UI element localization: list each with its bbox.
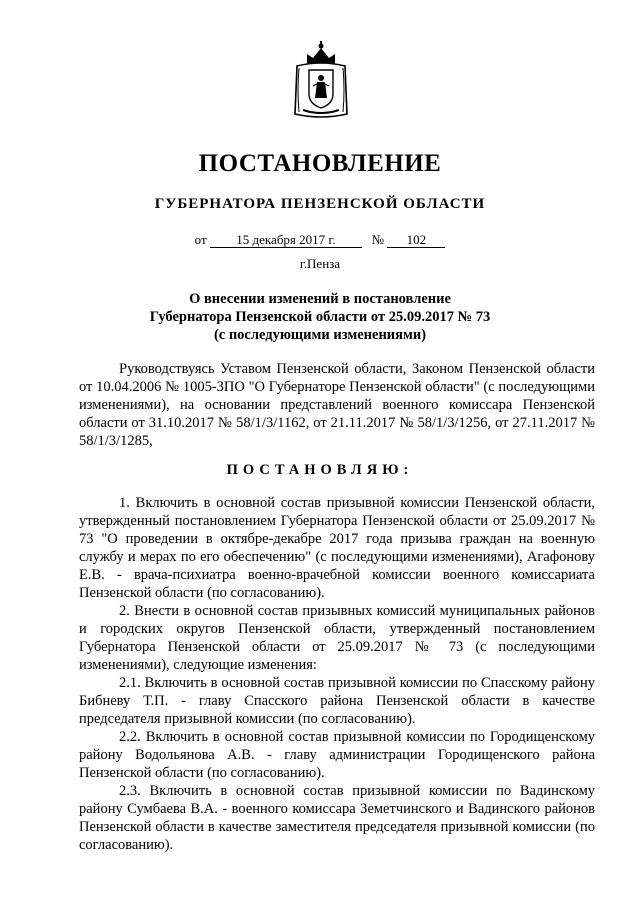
date-prefix: от [194,232,207,247]
document-number: 102 [387,232,445,248]
heading-line: О внесении изменений в постановление [189,291,451,307]
document-title: ПОСТАНОВЛЕНИЕ [198,150,442,177]
heading-line: (с последующими изменениями) [213,327,427,343]
document-subtitle: ГУБЕРНАТОРА ПЕНЗЕНСКОЙ ОБЛАСТИ [154,196,486,212]
document-date: 15 декабря 2017 г. [210,232,362,248]
resolution-item: 2.1. Включить в основной состав призывной комиссии по Спасскому району Бибневу Т.П. - главу Спасского района Пензенской области в качестве председателя призывной комиссии (по согласованию). [79,675,595,727]
resolution-item: 2.3. Включить в основной состав призывной комиссии по Вадинскому району Сумбаева В.А. - военного комиссара Земетчинского и Вадинского районов Пензенской области в качестве заместителя председателя призывной комиссии (по согласованию). [79,783,595,853]
number-prefix: № [371,232,385,247]
preamble [79,360,595,450]
resolution-item: 1. Включить в основной состав призывной комиссии Пензенской области, утвержденный постановлением Губернатора Пензенской области от 25.09.2017 № 73 "О проведении в октябре-декабре 2017 года призыва граждан на военную службу и мерах по его обеспечению" (с последующими изменениями), Агафонову Е.В. - врача-психиатра военно-врачебной комиссии военного комиссариата Пензенской области (по согласованию). [79,495,595,601]
date-number-line [0,232,640,248]
preamble-paragraph: Руководствуясь Уставом Пензенской области, Законом Пензенской области от 10.04.2006 № 1005-ЗПО "О Губернаторе Пензенской области" (с последующими изменениями), на основании представлений военного комиссара Пензенской области от 31.10.2017 № 58/1/3/1162, от 21.11.2017 № 58/1/3/1256, от 27.11.2017 № 58/1/3/1285, [79,361,595,449]
document-heading [100,290,540,344]
heading-line: Губернатора Пензенской области от 25.09.2017 № 73 [149,309,491,325]
resolution-item: 2. Внести в основной состав призывных комиссий муниципальных районов и городских округов Пензенской области, утвержденный постановлением Губернатора Пензенской области от 25.09.2017 № 73 (с последующими изменениями), следующие изменения: [79,603,595,673]
resolution-items [79,494,595,854]
resolution-item: 2.2. Включить в основной состав призывной комиссии по Городищенскому району Водольянова А.В. - главу администрации Городищенского района Пензенской области (по согласованию). [79,729,595,781]
resolve-heading: ПОСТАНОВЛЯЮ: [226,462,414,478]
document-city: г.Пенза [299,256,341,271]
coat-of-arms-emblem [293,40,349,120]
